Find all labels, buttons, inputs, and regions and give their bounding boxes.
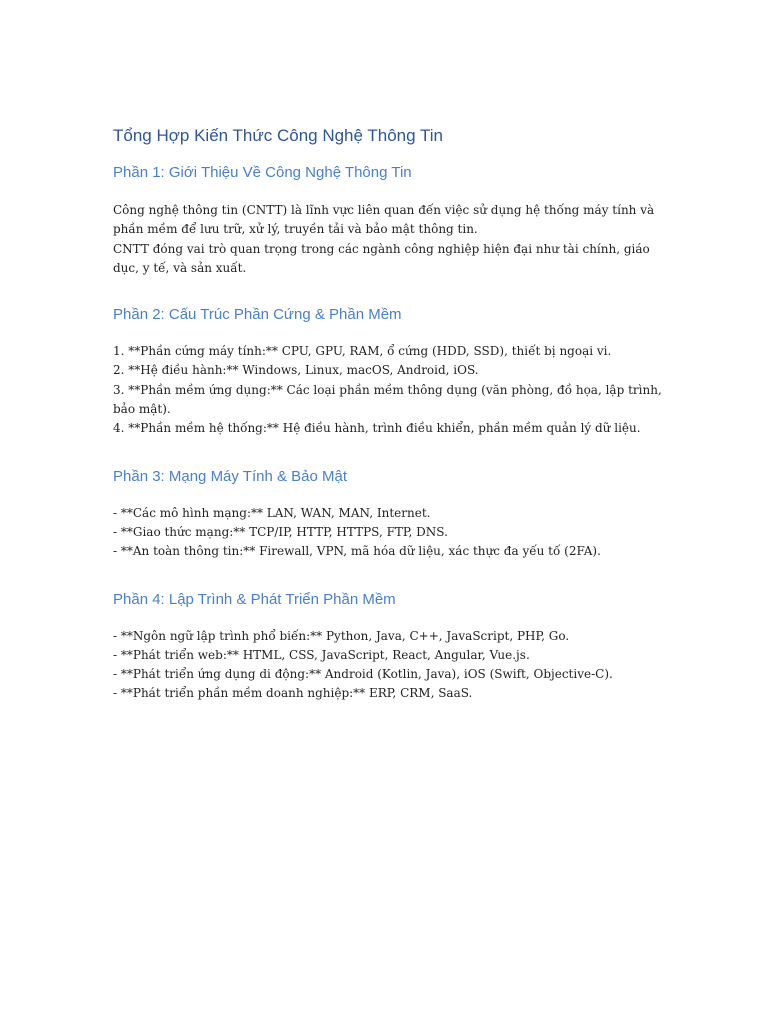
- section-2-line: bảo mật).: [113, 402, 171, 417]
- section-2-line: 3. **Phần mềm ứng dụng:** Các loại phần mềm thông dụng (văn phòng, đồ họa, lập trình,: [113, 382, 662, 397]
- section-4-line: - **Phát triển ứng dụng di động:** Android (Kotlin, Java), iOS (Swift, Objective-C).: [113, 667, 613, 682]
- section-2-line: 1. **Phần cứng máy tính:** CPU, GPU, RAM, ổ cứng (HDD, SSD), thiết bị ngoại vi.: [113, 344, 612, 359]
- section-1-line: Công nghệ thông tin (CNTT) là lĩnh vực liên quan đến việc sử dụng hệ thống máy tính và: [113, 203, 655, 217]
- section-1-line: CNTT đóng vai trò quan trọng trong các ngành công nghiệp hiện đại như tài chính, giáo: [113, 241, 650, 256]
- section-1-line: dục, y tế, và sản xuất.: [113, 260, 247, 275]
- document-page: [113, 123, 673, 704]
- section-2-line: 4. **Phần mềm hệ thống:** Hệ điều hành, trình điều khiển, phần mềm quản lý dữ liệu.: [113, 421, 641, 436]
- document-title: Tổng Hợp Kiến Thức Công Nghệ Thông Tin: [113, 126, 443, 145]
- section-2-body: [113, 342, 673, 438]
- section-4-line: - **Ngôn ngữ lập trình phổ biến:** Python, Java, C++, JavaScript, PHP, Go.: [113, 628, 570, 643]
- section-1-heading: Phần 1: Giới Thiệu Về Công Nghệ Thông Tin: [113, 164, 412, 181]
- section-4-heading: Phần 4: Lập Trình & Phát Triển Phần Mềm: [113, 590, 396, 608]
- section-3-line: - **An toàn thông tin:** Firewall, VPN, mã hóa dữ liệu, xác thực đa yếu tố (2FA).: [113, 544, 601, 559]
- section-4-line: - **Phát triển web:** HTML, CSS, JavaScript, React, Angular, Vue.js.: [113, 647, 530, 662]
- section-3-line: - **Các mô hình mạng:** LAN, WAN, MAN, Internet.: [113, 505, 431, 520]
- section-3-line: - **Giao thức mạng:** TCP/IP, HTTP, HTTPS, FTP, DNS.: [113, 524, 448, 539]
- section-4-body: [113, 627, 673, 704]
- section-4-line: - **Phát triển phần mềm doanh nghiệp:** ERP, CRM, SaaS.: [113, 686, 473, 701]
- section-1-line: phần mềm để lưu trữ, xử lý, truyền tải và bảo mật thông tin.: [113, 222, 478, 237]
- section-3-body: [113, 504, 673, 562]
- section-2-line: 2. **Hệ điều hành:** Windows, Linux, macOS, Android, iOS.: [113, 363, 479, 378]
- section-3-heading: Phần 3: Mạng Máy Tính & Bảo Mật: [113, 467, 348, 485]
- section-1-body: [113, 201, 673, 278]
- section-2-heading: Phần 2: Cấu Trúc Phần Cứng & Phần Mềm: [113, 306, 402, 324]
